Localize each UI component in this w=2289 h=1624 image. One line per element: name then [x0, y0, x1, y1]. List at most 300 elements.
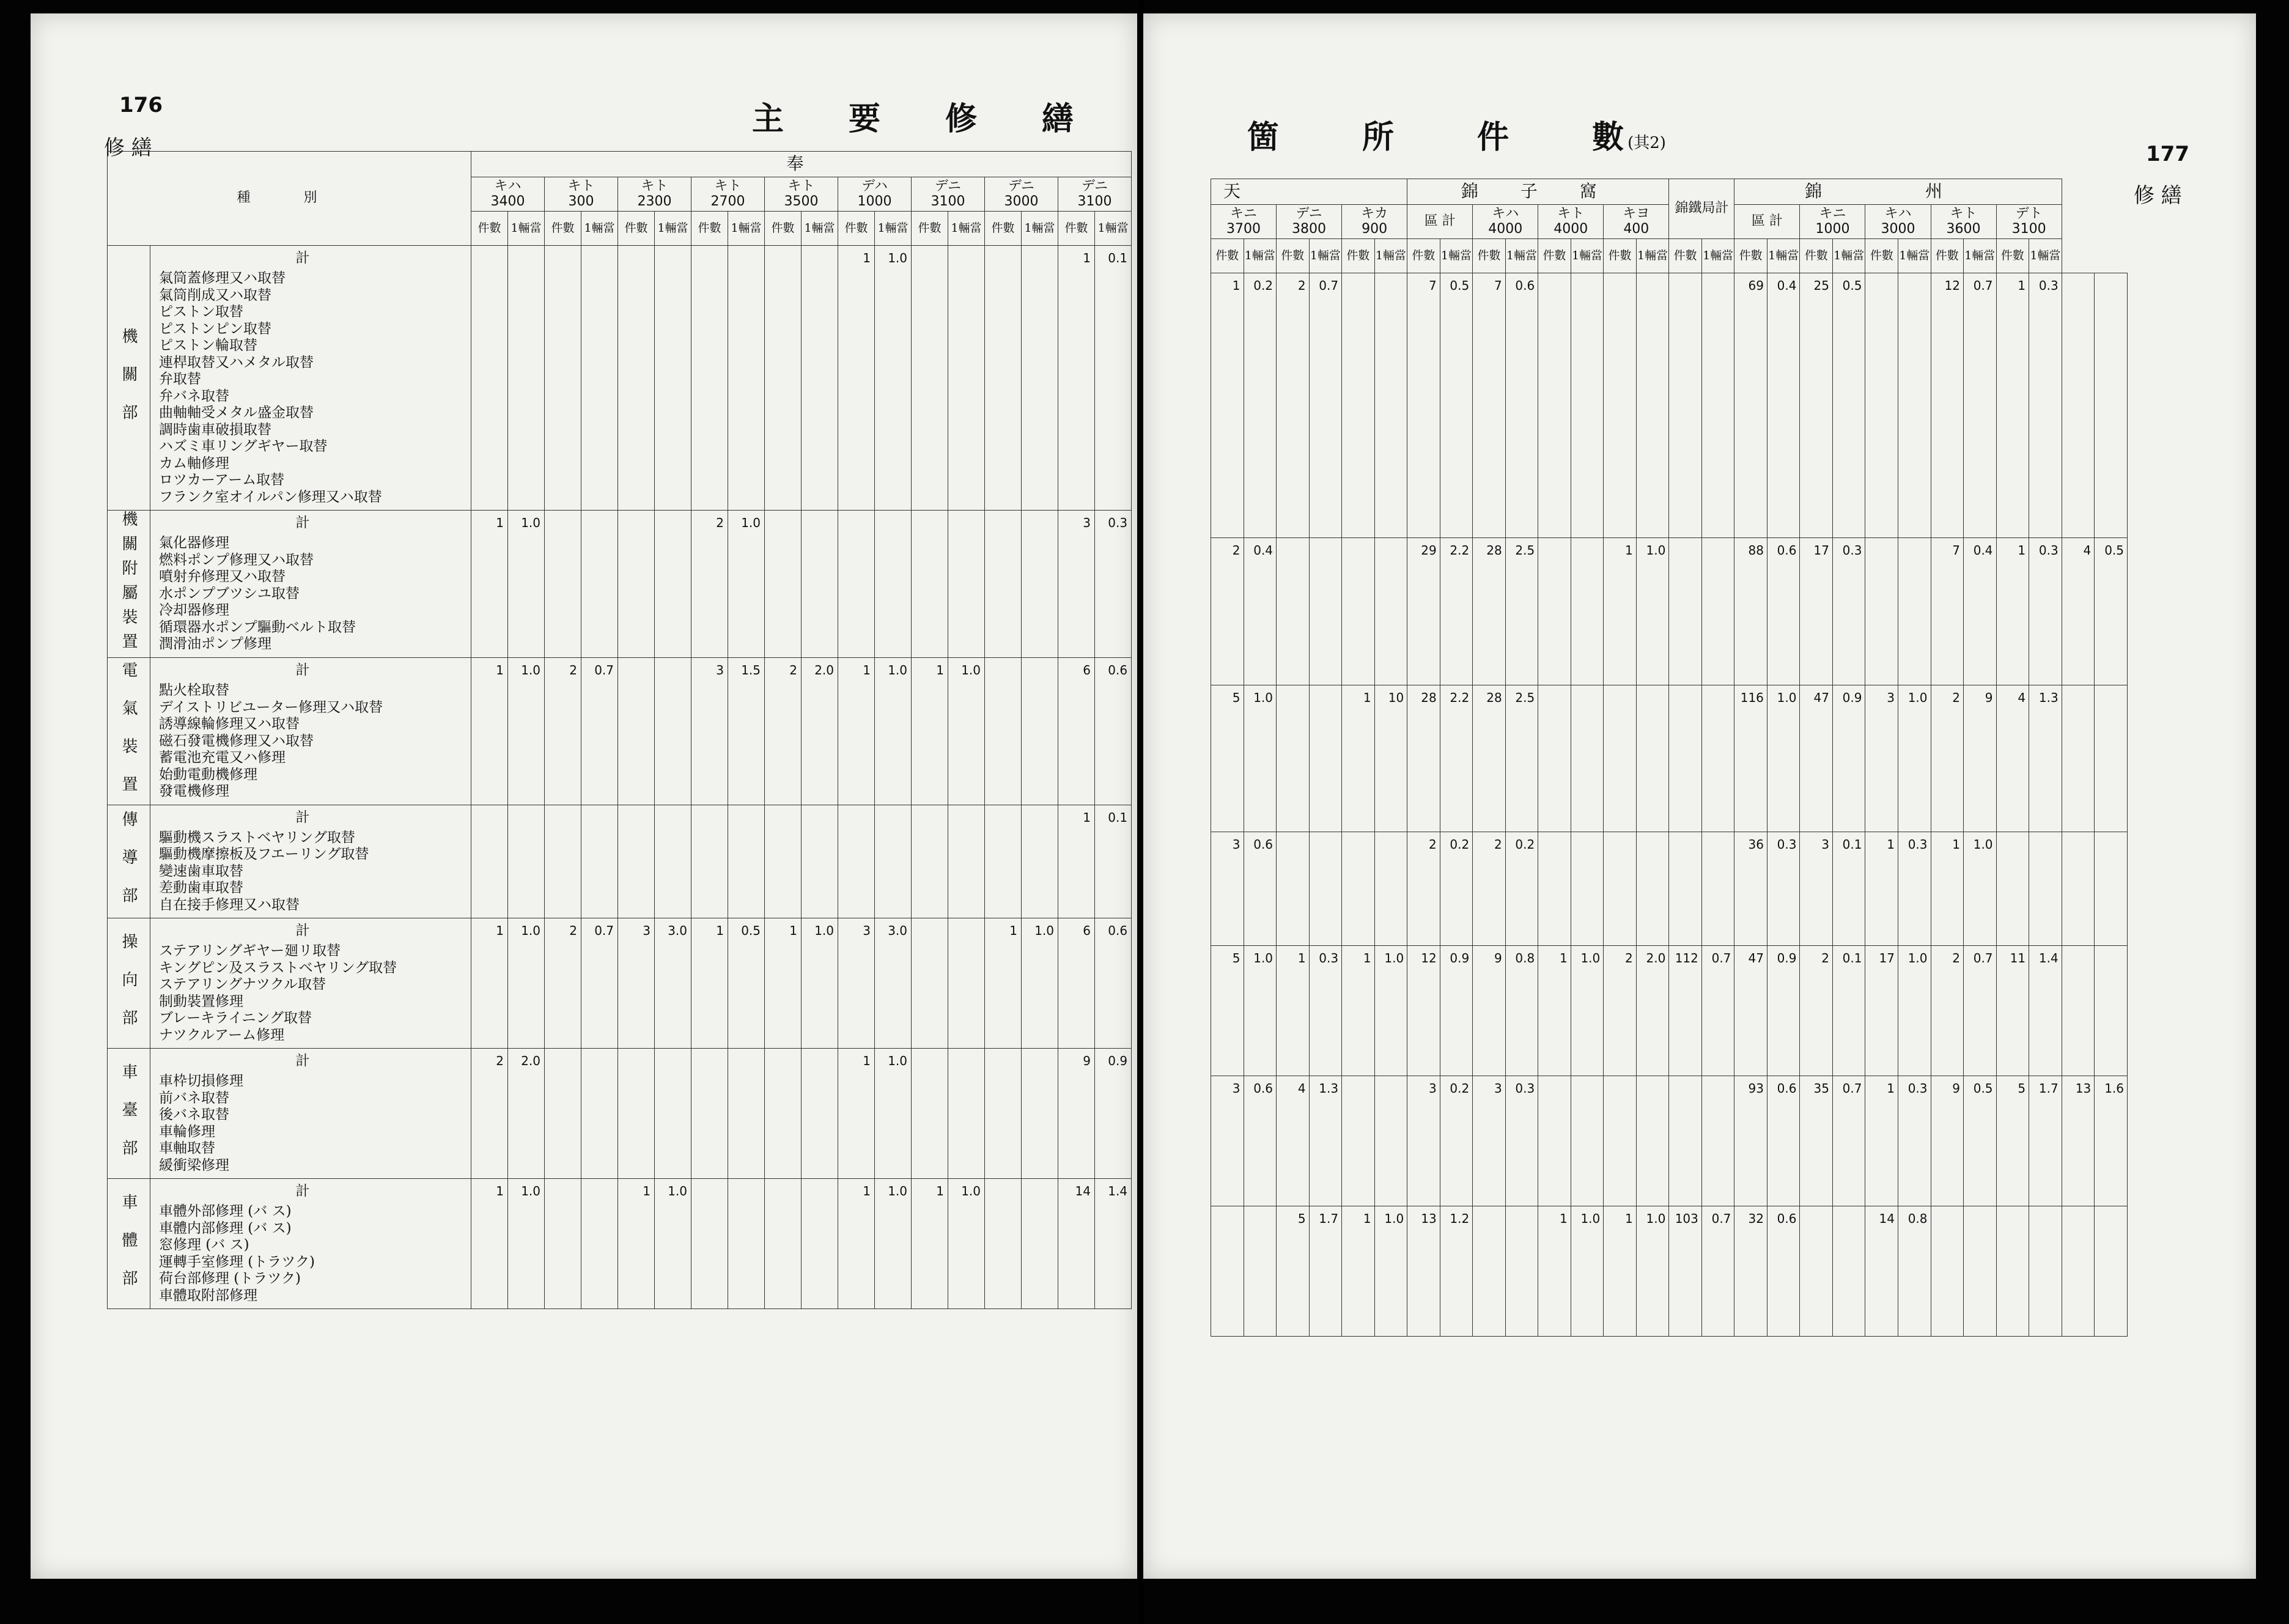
count-subheader: 件數 — [1277, 239, 1310, 273]
data-cell: 2 — [1604, 945, 1637, 1076]
data-cell: 0.2 — [1505, 832, 1538, 946]
data-cell: 5 — [1211, 685, 1244, 832]
list-item: ピストン輪取替 — [159, 338, 257, 353]
data-cell — [912, 511, 948, 658]
vehicle-header: キト 2700 — [691, 177, 765, 212]
data-cell: 1.0 — [1244, 685, 1277, 832]
data-cell — [1571, 538, 1604, 685]
data-cell — [545, 246, 581, 511]
table-section — [1211, 945, 2128, 1076]
data-cell: 0.8 — [1505, 945, 1538, 1076]
left-title: 主 要 修 繕 — [752, 100, 1078, 138]
data-cell: 0.9 — [1095, 1049, 1132, 1179]
data-cell — [655, 805, 691, 918]
data-cell — [655, 246, 691, 511]
table-section — [108, 658, 1132, 805]
data-cell: 9 — [1964, 685, 1997, 832]
data-cell: 2 — [1931, 685, 1964, 832]
data-cell — [1669, 1076, 1702, 1206]
data-cell: 47 — [1800, 685, 1833, 832]
per-vehicle-subheader: 1輛當 — [1636, 239, 1669, 273]
data-cell — [691, 1049, 728, 1179]
data-cell — [802, 246, 838, 511]
vehicle-header: デニ 3800 — [1277, 205, 1342, 239]
per-vehicle-subheader: 1輛當 — [508, 212, 545, 246]
data-cell: 0.5 — [1964, 1076, 1997, 1206]
data-cell: 1.0 — [1964, 832, 1997, 946]
table-section — [108, 1179, 1132, 1309]
data-cell — [802, 511, 838, 658]
list-item: カム軸修理 — [159, 455, 229, 471]
data-cell — [1374, 538, 1407, 685]
data-cell — [1022, 246, 1058, 511]
data-cell: 1 — [1342, 1206, 1375, 1336]
count-subheader: 件數 — [1800, 239, 1833, 273]
data-cell: 11 — [1996, 945, 2029, 1076]
data-cell — [1604, 832, 1637, 946]
table-section — [108, 1049, 1132, 1179]
data-cell — [948, 805, 985, 918]
category-label: 操 向 部 — [108, 918, 150, 1049]
data-cell — [1604, 685, 1637, 832]
data-cell — [1309, 538, 1342, 685]
count-subheader: 件數 — [1604, 239, 1637, 273]
list-item: 驅動機摩擦板及フエーリング取替 — [159, 846, 369, 862]
data-cell: 1.0 — [875, 658, 912, 805]
data-cell: 0.7 — [581, 658, 618, 805]
data-cell: 1 — [838, 246, 875, 511]
list-item: 後バネ取替 — [159, 1107, 229, 1123]
data-cell — [912, 1049, 948, 1179]
data-cell: 0.5 — [1440, 273, 1473, 538]
list-item: ピストン取替 — [159, 304, 243, 320]
data-cell — [912, 246, 948, 511]
data-cell — [1374, 832, 1407, 946]
data-cell — [912, 805, 948, 918]
data-cell: 1.0 — [508, 658, 545, 805]
data-cell: 3 — [1211, 1076, 1244, 1206]
vehicle-header: キハ 3000 — [1865, 205, 1931, 239]
per-vehicle-subheader: 1輛當 — [1767, 239, 1800, 273]
item-list — [150, 511, 471, 658]
total-label: 計 — [295, 923, 310, 939]
list-item: ステアリングナツクル取替 — [159, 976, 326, 992]
data-cell: 0.1 — [1095, 246, 1132, 511]
data-cell: 1.0 — [508, 1179, 545, 1309]
count-subheader: 件數 — [838, 212, 875, 246]
data-cell — [2095, 685, 2128, 832]
item-list — [150, 805, 471, 918]
data-cell: 1 — [1931, 832, 1964, 946]
data-cell: 2 — [545, 918, 581, 1049]
data-cell — [765, 1179, 802, 1309]
data-cell: 6 — [1058, 658, 1095, 805]
data-cell — [985, 658, 1022, 805]
data-cell — [2062, 832, 2095, 946]
group-header: 錦 州 — [1734, 179, 2062, 205]
left-running-head: 修 繕 — [104, 136, 152, 160]
list-item: ロツカーアーム取替 — [159, 472, 285, 488]
data-cell — [2095, 945, 2128, 1076]
data-cell — [618, 805, 655, 918]
list-item: デイストリビユーター修理又ハ取替 — [159, 699, 383, 715]
data-cell: 2 — [471, 1049, 508, 1179]
data-cell — [1022, 511, 1058, 658]
data-cell: 3 — [691, 658, 728, 805]
data-cell — [545, 1049, 581, 1179]
right-page — [1143, 13, 2256, 1579]
list-item: 車體内部修理 (バ ス) — [159, 1220, 292, 1236]
data-cell — [618, 1049, 655, 1179]
data-cell — [508, 805, 545, 918]
data-cell: 1 — [838, 658, 875, 805]
per-vehicle-subheader: 1輛當 — [1571, 239, 1604, 273]
data-cell — [471, 805, 508, 918]
list-item: 變速歯車取替 — [159, 863, 243, 879]
table-section — [1211, 1076, 2128, 1206]
data-cell: 1 — [1538, 945, 1571, 1076]
data-cell — [1309, 685, 1342, 832]
count-subheader: 件數 — [1473, 239, 1506, 273]
list-item: 水ポンプブツシユ取替 — [159, 585, 300, 602]
data-cell — [985, 805, 1022, 918]
data-cell: 0.3 — [1898, 832, 1931, 946]
data-cell — [1571, 273, 1604, 538]
data-cell: 3 — [1211, 832, 1244, 946]
data-cell — [1604, 1076, 1637, 1206]
data-cell: 32 — [1734, 1206, 1767, 1336]
list-item: ステアリングギヤー廻リ取替 — [159, 943, 341, 959]
data-cell — [765, 246, 802, 511]
data-cell — [1898, 538, 1931, 685]
data-cell: 28 — [1473, 685, 1506, 832]
per-vehicle-subheader: 1輛當 — [802, 212, 838, 246]
list-item: 曲軸軸受メタル盛金取替 — [159, 405, 314, 421]
data-cell — [1022, 1049, 1058, 1179]
data-cell: 0.1 — [1832, 832, 1865, 946]
vehicle-header: キニ 1000 — [1800, 205, 1865, 239]
data-cell: 1.0 — [875, 1049, 912, 1179]
data-cell: 3 — [618, 918, 655, 1049]
list-item: 緩衝梁修理 — [159, 1157, 229, 1173]
total-label: 計 — [295, 662, 310, 678]
count-subheader: 件數 — [471, 212, 508, 246]
table-section — [1211, 273, 2128, 538]
data-cell: 0.7 — [1964, 273, 1997, 538]
data-cell — [2095, 273, 2128, 538]
data-cell: 28 — [1407, 685, 1440, 832]
total-label: 計 — [295, 515, 310, 531]
data-cell: 2 — [1800, 945, 1833, 1076]
group-header: 錦鐵局計 — [1669, 179, 1734, 239]
data-cell — [1996, 832, 2029, 946]
per-vehicle-subheader: 1輛當 — [1374, 239, 1407, 273]
item-list — [150, 918, 471, 1049]
data-cell: 1 — [912, 658, 948, 805]
data-cell — [2062, 685, 2095, 832]
list-item: 氣化器修理 — [159, 535, 229, 551]
data-cell — [948, 918, 985, 1049]
count-subheader: 件數 — [691, 212, 728, 246]
data-cell: 2 — [765, 658, 802, 805]
item-column-header: 種 別 — [108, 152, 471, 246]
data-cell: 13 — [1407, 1206, 1440, 1336]
count-subheader: 件數 — [545, 212, 581, 246]
data-cell: 2.0 — [1636, 945, 1669, 1076]
data-cell: 0.3 — [1898, 1076, 1931, 1206]
data-cell: 69 — [1734, 273, 1767, 538]
list-item: ブレーキライニング取替 — [159, 1010, 312, 1026]
data-cell: 1 — [1058, 246, 1095, 511]
count-subheader: 件數 — [1342, 239, 1375, 273]
vehicle-header: キト 300 — [545, 177, 618, 212]
left-repair-table — [107, 151, 1132, 1309]
data-cell — [655, 1049, 691, 1179]
data-cell — [655, 511, 691, 658]
data-cell: 1 — [1538, 1206, 1571, 1336]
per-vehicle-subheader: 1輛當 — [948, 212, 985, 246]
data-cell — [1342, 832, 1375, 946]
data-cell: 1 — [618, 1179, 655, 1309]
data-cell: 0.3 — [1832, 538, 1865, 685]
data-cell — [1964, 1206, 1997, 1336]
data-cell — [985, 511, 1022, 658]
count-subheader: 件數 — [765, 212, 802, 246]
list-item: 發電機修理 — [159, 783, 229, 799]
data-cell — [545, 511, 581, 658]
data-cell: 1 — [838, 1179, 875, 1309]
data-cell: 1.3 — [2029, 685, 2062, 832]
data-cell — [1374, 273, 1407, 538]
data-cell — [838, 511, 875, 658]
data-cell — [2095, 1206, 2128, 1336]
data-cell: 1 — [1865, 832, 1898, 946]
data-cell — [1538, 832, 1571, 946]
list-item: 運轉手室修理 (トラツク) — [159, 1253, 315, 1270]
left-page-number: 176 — [119, 93, 163, 117]
data-cell: 17 — [1800, 538, 1833, 685]
data-cell: 1.0 — [1244, 945, 1277, 1076]
data-cell — [1538, 685, 1571, 832]
data-cell: 0.2 — [1440, 1076, 1473, 1206]
total-label: 計 — [295, 1183, 310, 1199]
data-cell: 0.7 — [581, 918, 618, 1049]
data-cell — [1636, 1076, 1669, 1206]
data-cell — [728, 246, 765, 511]
data-cell: 1.0 — [875, 246, 912, 511]
data-cell: 1 — [1342, 685, 1375, 832]
data-cell: 0.3 — [1505, 1076, 1538, 1206]
data-cell — [1342, 1076, 1375, 1206]
per-vehicle-subheader: 1輛當 — [728, 212, 765, 246]
data-cell — [1571, 685, 1604, 832]
data-cell: 103 — [1669, 1206, 1702, 1336]
data-cell: 2.5 — [1505, 538, 1538, 685]
data-cell — [728, 1179, 765, 1309]
table-section — [108, 918, 1132, 1049]
data-cell — [1636, 685, 1669, 832]
data-cell — [802, 1049, 838, 1179]
per-vehicle-subheader: 1輛當 — [1701, 239, 1734, 273]
data-cell: 1 — [691, 918, 728, 1049]
right-repair-table — [1211, 179, 2128, 1337]
data-cell — [1701, 273, 1734, 538]
per-vehicle-subheader: 1輛當 — [2029, 239, 2062, 273]
count-subheader: 件數 — [985, 212, 1022, 246]
data-cell — [2029, 832, 2062, 946]
list-item: ナツクルアーム修理 — [159, 1027, 285, 1043]
data-cell — [838, 805, 875, 918]
category-label: 機 關 部 — [108, 246, 150, 511]
item-list — [150, 658, 471, 805]
data-cell — [1538, 273, 1571, 538]
data-cell: 0.6 — [1095, 658, 1132, 805]
data-cell: 2 — [1407, 832, 1440, 946]
data-cell: 1 — [1277, 945, 1310, 1076]
data-cell: 1.0 — [948, 658, 985, 805]
data-cell: 14 — [1058, 1179, 1095, 1309]
vehicle-header: 區 計 — [1734, 205, 1800, 239]
item-list — [150, 1049, 471, 1179]
data-cell: 29 — [1407, 538, 1440, 685]
list-item: フランク室オイルパン修理又ハ取替 — [159, 489, 382, 505]
data-cell — [545, 1179, 581, 1309]
data-cell: 0.5 — [2095, 538, 2128, 685]
vehicle-header: デニ 3100 — [1058, 177, 1132, 212]
group-header: 天 — [1211, 179, 1407, 205]
count-subheader: 件數 — [1865, 239, 1898, 273]
data-cell: 1.0 — [1571, 1206, 1604, 1336]
list-item: 車枠切損修理 — [159, 1073, 243, 1089]
data-cell — [1277, 832, 1310, 946]
data-cell — [1342, 538, 1375, 685]
per-vehicle-subheader: 1輛當 — [1898, 239, 1931, 273]
data-cell: 47 — [1734, 945, 1767, 1076]
list-item: 調時歯車破損取替 — [159, 421, 271, 438]
data-cell: 0.7 — [1701, 945, 1734, 1076]
data-cell: 0.4 — [1244, 538, 1277, 685]
data-cell — [1022, 805, 1058, 918]
category-label: 電 氣 裝 置 — [108, 658, 150, 805]
data-cell: 1.0 — [948, 1179, 985, 1309]
per-vehicle-subheader: 1輛當 — [655, 212, 691, 246]
data-cell: 0.6 — [1095, 918, 1132, 1049]
list-item: 氣筒蓋修理又ハ取替 — [159, 270, 286, 286]
data-cell: 1 — [765, 918, 802, 1049]
list-item: 蓄電池充電又ハ修理 — [159, 750, 286, 766]
data-cell: 7 — [1407, 273, 1440, 538]
data-cell: 13 — [2062, 1076, 2095, 1206]
data-cell — [1996, 1206, 2029, 1336]
data-cell — [1277, 538, 1310, 685]
data-cell: 116 — [1734, 685, 1767, 832]
category-label: 機關附屬裝置 — [108, 511, 150, 658]
data-cell — [1865, 538, 1898, 685]
total-label: 計 — [295, 1053, 310, 1069]
data-cell — [581, 805, 618, 918]
vehicle-header: キハ 4000 — [1473, 205, 1538, 239]
data-cell — [545, 805, 581, 918]
data-cell — [1505, 1206, 1538, 1336]
data-cell: 2 — [545, 658, 581, 805]
data-cell — [581, 1179, 618, 1309]
data-cell: 0.2 — [1244, 273, 1277, 538]
data-cell: 4 — [2062, 538, 2095, 685]
per-vehicle-subheader: 1輛當 — [875, 212, 912, 246]
data-cell: 1.3 — [1309, 1076, 1342, 1206]
vehicle-header: キハ 3400 — [471, 177, 545, 212]
data-cell: 1.0 — [1022, 918, 1058, 1049]
data-cell — [1832, 1206, 1865, 1336]
data-cell: 1.7 — [1309, 1206, 1342, 1336]
data-cell — [1636, 832, 1669, 946]
data-cell: 35 — [1800, 1076, 1833, 1206]
data-cell: 3 — [1800, 832, 1833, 946]
data-cell: 1.6 — [2095, 1076, 2128, 1206]
data-cell: 17 — [1865, 945, 1898, 1076]
per-vehicle-subheader: 1輛當 — [1244, 239, 1277, 273]
list-item: 磁石發電機修理又ハ取替 — [159, 733, 314, 749]
data-cell — [2062, 273, 2095, 538]
data-cell — [985, 1179, 1022, 1309]
right-running-head: 修 繕 — [2134, 183, 2182, 208]
data-cell — [912, 918, 948, 1049]
data-cell: 0.9 — [1767, 945, 1800, 1076]
data-cell: 1 — [1865, 1076, 1898, 1206]
list-item: ピストンピン取替 — [159, 320, 271, 337]
list-item: 差動歯車取替 — [159, 880, 243, 896]
list-item: 噴射弁修理又ハ取替 — [159, 569, 286, 585]
group-header: 錦 子 窩 — [1407, 179, 1669, 205]
list-item: 弁バネ取替 — [159, 388, 229, 404]
data-cell: 1 — [912, 1179, 948, 1309]
data-cell — [2062, 945, 2095, 1076]
data-cell: 1.0 — [1636, 1206, 1669, 1336]
per-vehicle-subheader: 1輛當 — [1505, 239, 1538, 273]
count-subheader: 件數 — [1211, 239, 1244, 273]
data-cell — [691, 1179, 728, 1309]
data-cell: 0.1 — [1832, 945, 1865, 1076]
data-cell: 0.6 — [1767, 1076, 1800, 1206]
data-cell: 3 — [1058, 511, 1095, 658]
data-cell: 0.9 — [1440, 945, 1473, 1076]
vehicle-header: 區 計 — [1407, 205, 1473, 239]
data-cell: 1.0 — [655, 1179, 691, 1309]
table-section — [1211, 832, 2128, 946]
data-cell: 5 — [1211, 945, 1244, 1076]
count-subheader: 件數 — [1538, 239, 1571, 273]
list-item: 始動電動機修理 — [159, 766, 257, 783]
count-subheader: 件數 — [1996, 239, 2029, 273]
data-cell — [1701, 685, 1734, 832]
data-cell — [1309, 832, 1342, 946]
data-cell: 4 — [1277, 1076, 1310, 1206]
table-section — [108, 511, 1132, 658]
data-cell: 0.9 — [1832, 685, 1865, 832]
list-item: 燃料ポンプ修理又ハ取替 — [159, 552, 314, 568]
data-cell: 0.6 — [1767, 538, 1800, 685]
data-cell: 2.0 — [802, 658, 838, 805]
table-section — [1211, 1206, 2128, 1336]
data-cell: 1 — [471, 918, 508, 1049]
count-subheader: 件數 — [912, 212, 948, 246]
data-cell: 1 — [1604, 538, 1637, 685]
data-cell: 93 — [1734, 1076, 1767, 1206]
count-subheader: 件數 — [618, 212, 655, 246]
data-cell — [1277, 685, 1310, 832]
data-cell — [1022, 658, 1058, 805]
data-cell: 1 — [471, 511, 508, 658]
